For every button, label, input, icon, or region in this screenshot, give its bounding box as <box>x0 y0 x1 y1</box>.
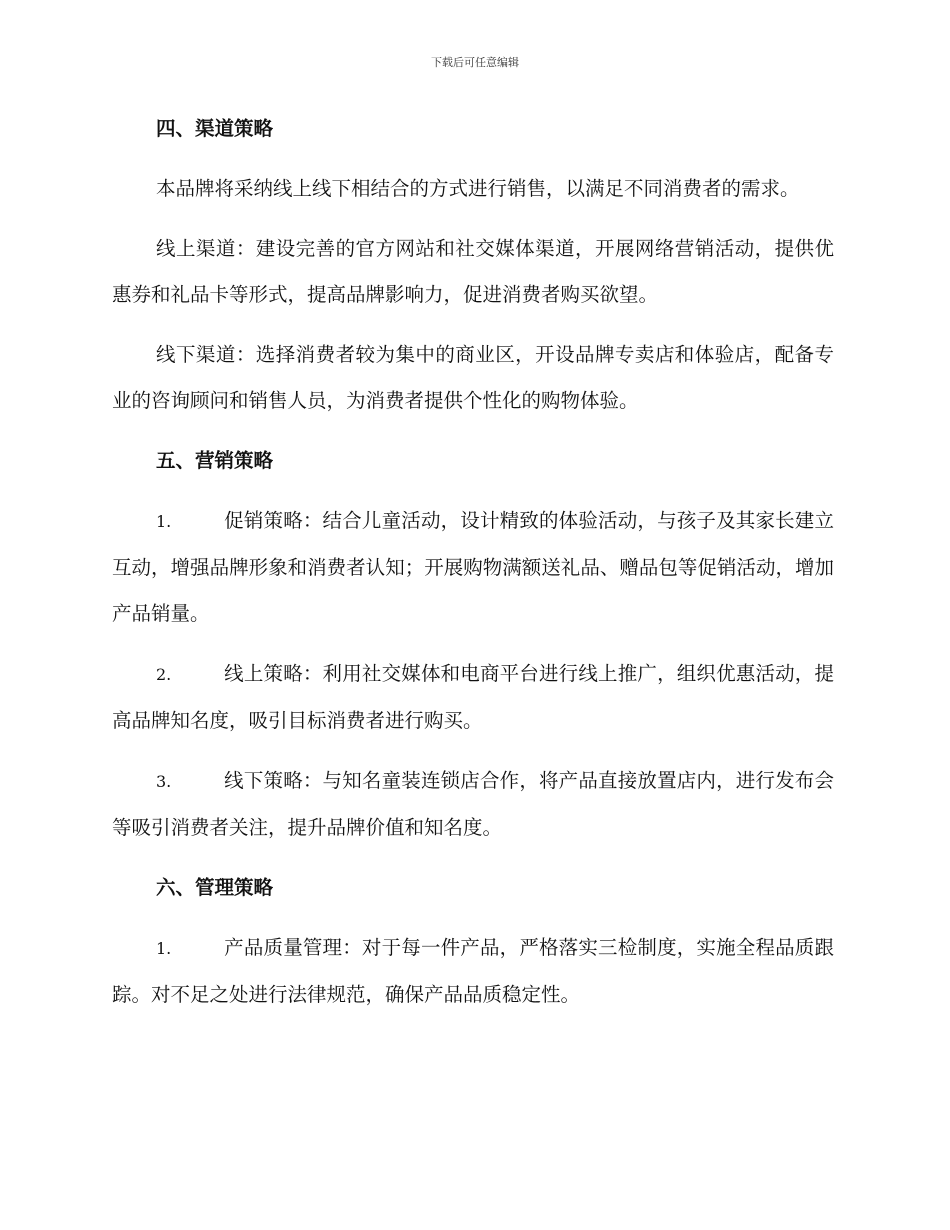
list-number: 3. <box>156 772 172 791</box>
list-item-online-strategy <box>112 651 834 744</box>
section-heading-marketing-strategy: 五、营销策略 <box>156 449 274 472</box>
list-item-quality-management <box>112 925 834 1018</box>
list-item-text: 线下策略：与知名童装连锁店合作，将产品直接放置店内，进行发布会等吸引消费者关注，提升品牌价值和知名度。 <box>112 769 834 839</box>
paragraph-channel-intro: 本品牌将采纳线上线下相结合的方式进行销售，以满足不同消费者的需求。 <box>156 177 800 200</box>
list-item-offline-strategy <box>112 758 834 851</box>
paragraph-offline-channel: 线下渠道：选择消费者较为集中的商业区，开设品牌专卖店和体验店，配备专业的咨询顾问和销售人员，为消费者提供个性化的购物体验。 <box>112 343 834 412</box>
list-item-text: 线上策略：利用社交媒体和电商平台进行线上推广，组织优惠活动，提高品牌知名度，吸引目标消费者进行购买。 <box>112 662 834 732</box>
list-item-promotion-strategy <box>112 498 834 637</box>
document-body <box>112 106 834 1032</box>
list-number: 2. <box>156 665 172 684</box>
list-number: 1. <box>156 512 172 531</box>
section-heading-channel-strategy: 四、渠道策略 <box>156 117 274 140</box>
list-item-text: 产品质量管理：对于每一件产品，严格落实三检制度，实施全程品质跟踪。对不足之处进行法律规范，确保产品品质稳定性。 <box>112 936 834 1006</box>
list-item-text: 促销策略：结合儿童活动，设计精致的体验活动，与孩子及其家长建立互动，增强品牌形象和消费者认知；开展购物满额送礼品、赠品包等促销活动，增加产品销量。 <box>112 509 834 625</box>
list-number: 1. <box>156 939 172 958</box>
section-heading-management-strategy: 六、管理策略 <box>156 876 274 899</box>
paragraph-online-channel: 线上渠道：建设完善的官方网站和社交媒体渠道，开展网络营销活动，提供优惠券和礼品卡等形式，提高品牌影响力，促进消费者购买欲望。 <box>112 237 834 306</box>
page-header: 下载后可任意编辑 <box>431 56 519 69</box>
